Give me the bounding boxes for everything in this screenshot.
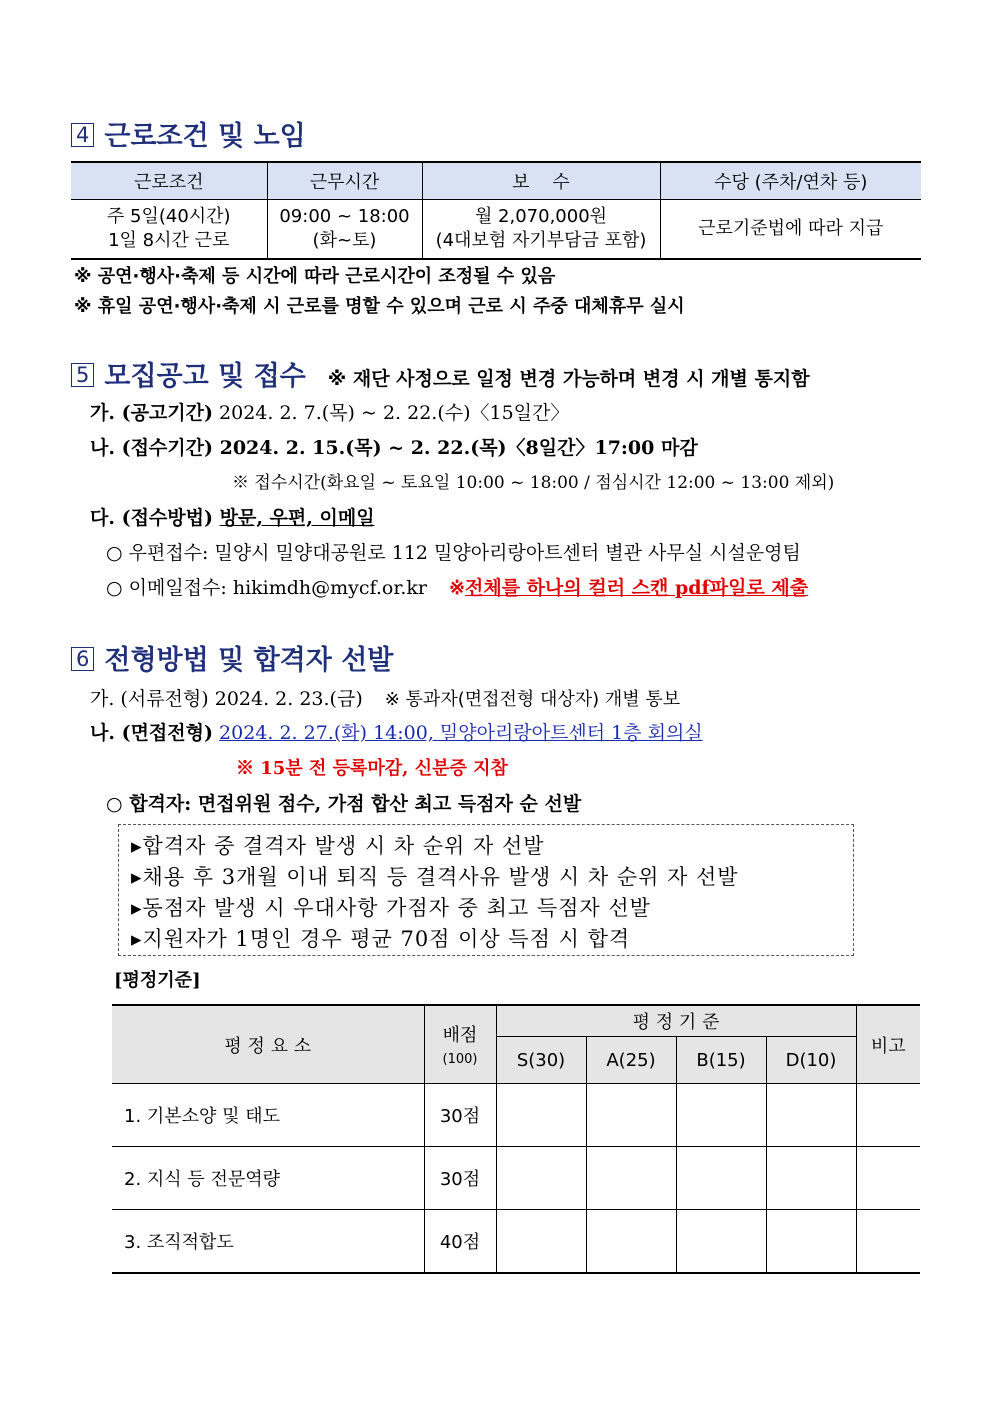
section-title-text: 근로조건 및 노임	[104, 121, 306, 152]
header-cell: 수당 (주차/연차 등)	[660, 162, 921, 200]
table-row	[71, 200, 921, 260]
application-period	[90, 433, 698, 460]
table-cell	[71, 200, 267, 260]
list-item: ▸지원자가 1명인 경우 평균 70점 이상 득점 시 합격	[131, 927, 631, 951]
criteria-label: [평정기준]	[114, 970, 201, 991]
evaluation-criteria-table	[112, 1004, 920, 1274]
table-row	[112, 1147, 920, 1210]
header-cell	[424, 1005, 496, 1084]
header-cell: 비고	[856, 1005, 920, 1084]
table-row	[112, 1210, 920, 1274]
empty-cell	[586, 1084, 676, 1147]
interview-screening	[90, 718, 703, 745]
empty-cell	[676, 1084, 766, 1147]
item-label: 다. (접수방법)	[90, 507, 213, 529]
item-text: 2024. 2. 23.(금)	[214, 688, 363, 710]
item-cell: 1. 기본소양 및 태도	[112, 1084, 424, 1147]
section-4-title	[71, 114, 306, 153]
item-text: 2024. 2. 27.(화) 14:00, 밀양아리랑아트센터 1층 회의실	[219, 722, 703, 744]
item-label: 가. (공고기간)	[90, 402, 213, 424]
table-header-row	[71, 162, 921, 200]
item-text: 2024. 2. 7.(목) ~ 2. 22.(수)〈15일간〉	[219, 402, 570, 424]
item-label: 가. (서류전형)	[90, 688, 209, 710]
empty-cell	[496, 1147, 586, 1210]
header-cell: 근로조건	[71, 162, 267, 200]
score-cell: 40점	[424, 1210, 496, 1274]
table-cell: 근로기준법에 따라 지급	[660, 200, 921, 260]
section-number: 4	[71, 123, 94, 147]
cell-line: (4대보험 자기부담금 포함)	[435, 230, 647, 251]
email-note: 전체를 하나의 컬러 스캔 pdf파일로 제출	[464, 577, 809, 599]
section-5-title	[71, 354, 810, 393]
list-item: ▸합격자 중 결격자 발생 시 차 순위 자 선발	[131, 834, 545, 858]
header-cell: 평 정 요 소	[112, 1005, 424, 1084]
cell-line: 09:00 ~ 18:00	[279, 206, 410, 227]
header-cell: 근무시간	[267, 162, 422, 200]
section-title-text: 전형방법 및 합격자 선발	[104, 645, 394, 676]
header-cell: 평 정 기 준	[496, 1005, 856, 1037]
section-number: 5	[71, 363, 94, 387]
note-line: ※ 공연·행사·축제 등 시간에 따라 근로시간이 조정될 수 있음	[74, 266, 556, 287]
header-cell: 보 수	[422, 162, 660, 200]
empty-cell	[586, 1147, 676, 1210]
empty-cell	[676, 1147, 766, 1210]
score-cell: 30점	[424, 1084, 496, 1147]
item-text: 2024. 2. 15.(목) ~ 2. 22.(목)〈8일간〉17:00 마감	[219, 437, 698, 459]
header-text: 배점	[442, 1025, 478, 1046]
email-application	[106, 573, 808, 600]
item-cell: 2. 지식 등 전문역량	[112, 1147, 424, 1210]
application-method	[90, 503, 375, 530]
table-cell	[422, 200, 660, 260]
note-line: ※ 휴일 공연·행사·축제 시 근로를 명할 수 있으며 근로 시 주중 대체휴무 실시	[74, 296, 685, 317]
section-note: ※ 재단 사정으로 일정 변경 가능하며 변경 시 개별 통지함	[327, 368, 810, 390]
email-text: ○ 이메일접수: hikimdh@mycf.or.kr	[106, 577, 428, 599]
grade-header: B(15)	[676, 1037, 766, 1084]
empty-cell	[766, 1147, 856, 1210]
grade-header: A(25)	[586, 1037, 676, 1084]
item-cell: 3. 조직적합도	[112, 1210, 424, 1274]
cell-line: (화~토)	[312, 230, 377, 251]
grade-header: D(10)	[766, 1037, 856, 1084]
item-label: 나. (접수기간)	[90, 437, 213, 459]
posting-period	[90, 398, 569, 425]
item-label: 나. (면접전형)	[90, 722, 213, 744]
table-row	[112, 1084, 920, 1147]
cell-line: 월 2,070,000원	[474, 206, 608, 227]
empty-cell	[856, 1084, 920, 1147]
empty-cell	[766, 1084, 856, 1147]
email-note-mark: ※	[449, 577, 465, 599]
table-cell	[267, 200, 422, 260]
list-item: ▸동점자 발생 시 우대사항 가점자 중 최고 득점자 선발	[131, 896, 651, 920]
score-cell: 30점	[424, 1147, 496, 1210]
cell-line: 주 5일(40시간)	[106, 206, 231, 227]
empty-cell	[496, 1210, 586, 1274]
header-subtext: (100)	[442, 1052, 478, 1067]
empty-cell	[676, 1210, 766, 1274]
cell-line: 1일 8시간 근로	[108, 230, 230, 251]
selection-rules-box	[118, 824, 854, 956]
section-6-title	[71, 638, 393, 677]
item-text: 방문, 우편, 이메일	[219, 507, 375, 529]
item-note: ※ 통과자(면접전형 대상자) 개별 통보	[384, 689, 681, 710]
table-header-row	[112, 1005, 920, 1037]
empty-cell	[856, 1210, 920, 1274]
section-title-text: 모집공고 및 접수	[104, 361, 306, 392]
empty-cell	[586, 1210, 676, 1274]
pass-criteria: ○ 합격자: 면접위원 점수, 가점 합산 최고 득점자 순 선발	[106, 793, 582, 815]
postal-application: ○ 우편접수: 밀양시 밀양대공원로 112 밀양아리랑아트센터 별관 사무실 시설운영팀	[106, 542, 801, 564]
empty-cell	[856, 1147, 920, 1210]
reception-hours-note: ※ 접수시간(화요일 ~ 토요일 10:00 ~ 18:00 / 점심시간 12:00 ~ 13:00 제외)	[232, 473, 835, 493]
document-screening	[90, 684, 680, 711]
work-conditions-table	[71, 161, 921, 260]
grade-header: S(30)	[496, 1037, 586, 1084]
list-item: ▸채용 후 3개월 이내 퇴직 등 결격사유 발생 시 차 순위 자 선발	[131, 865, 739, 889]
interview-note: ※ 15분 전 등록마감, 신분증 지참	[236, 758, 508, 779]
empty-cell	[496, 1084, 586, 1147]
empty-cell	[766, 1210, 856, 1274]
section-number: 6	[71, 647, 94, 671]
